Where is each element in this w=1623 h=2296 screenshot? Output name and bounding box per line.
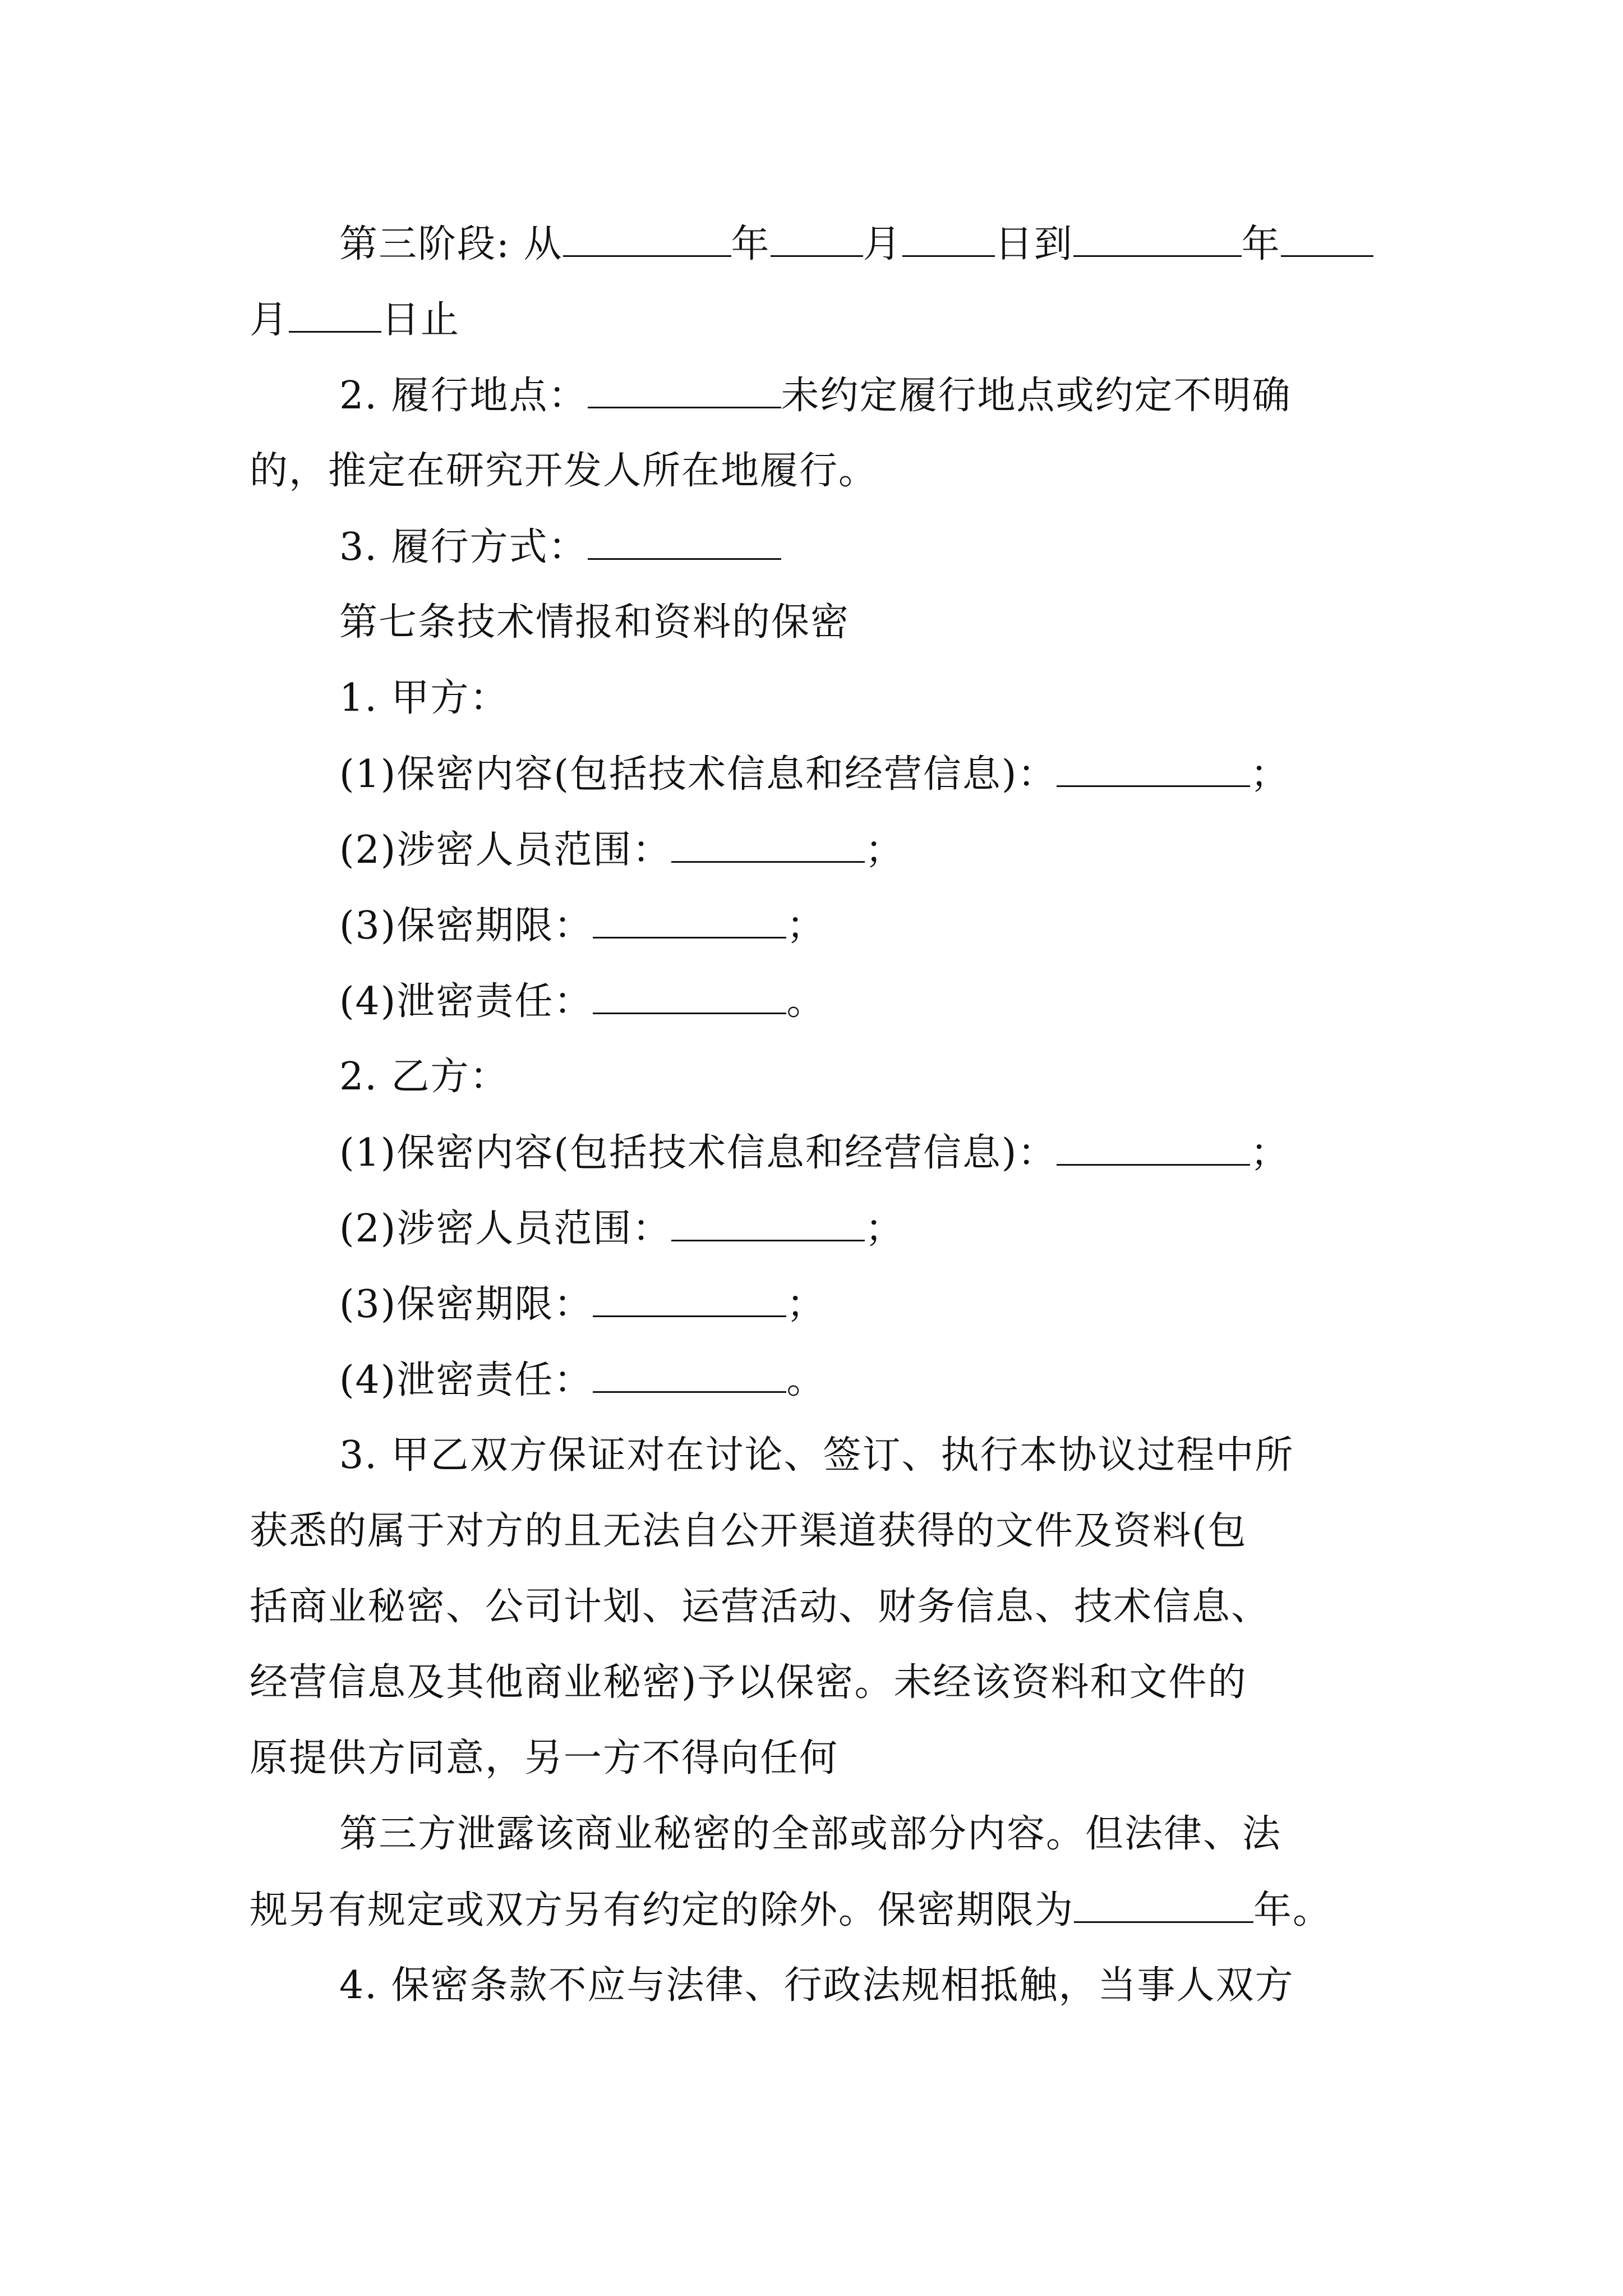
semicolon: ； xyxy=(786,904,826,948)
place-text: 未约定履行地点或约定不明确 xyxy=(781,374,1292,418)
party-a-label: 1. 甲方： xyxy=(339,676,509,720)
blank-field[interactable] xyxy=(588,373,781,408)
a4-label: (4)泄密责任： xyxy=(339,979,593,1024)
b1-label: (1)保密内容(包括技术信息和经营信息)： xyxy=(339,1131,1057,1175)
blank-field[interactable] xyxy=(1057,752,1250,787)
year-label: 年 xyxy=(1241,222,1281,266)
p3-line-5: 原提供方同意，另一方不得向任何 xyxy=(250,1736,839,1780)
b1-line xyxy=(250,1130,1467,1176)
blank-field[interactable] xyxy=(593,1282,786,1317)
semicolon: ； xyxy=(1250,752,1290,797)
semicolon: ； xyxy=(786,1282,826,1327)
p4-line: 4. 保密条款不应与法律、行政法规相抵触，当事人双方 xyxy=(339,1963,1294,2008)
period: 。 xyxy=(786,1358,826,1402)
blank-field[interactable] xyxy=(593,1358,786,1393)
method-label: 3. 履行方式： xyxy=(339,525,588,569)
a4-line xyxy=(250,979,1467,1024)
party-b-label: 2. 乙方： xyxy=(339,1055,509,1099)
blank-field[interactable] xyxy=(1281,222,1373,257)
p3-line-2: 获悉的属于对方的且无法自公开渠道获得的文件及资料(包 xyxy=(250,1509,1247,1553)
month-label: 月 xyxy=(250,298,289,342)
semicolon: ； xyxy=(865,1207,905,1251)
b2-label: (2)涉密人员范围： xyxy=(339,1207,672,1251)
semicolon: ； xyxy=(1250,1131,1290,1175)
blank-field[interactable] xyxy=(563,222,731,257)
a3-label: (3)保密期限： xyxy=(339,904,593,948)
blank-field[interactable] xyxy=(593,903,786,938)
blank-field[interactable] xyxy=(1073,222,1242,257)
a2-label: (2)涉密人员范围： xyxy=(339,828,672,872)
a1-line xyxy=(250,752,1467,797)
stage3-line xyxy=(250,222,1467,267)
b4-line xyxy=(250,1358,1467,1403)
third-party-line: 第三方泄露该商业秘密的全部或部分内容。但法律、法 xyxy=(339,1812,1282,1856)
blank-field[interactable] xyxy=(1057,1130,1250,1166)
year-label: 年。 xyxy=(1253,1888,1332,1932)
confidential-period-text: 规另有规定或双方另有约定的除外。保密期限为 xyxy=(250,1888,1075,1932)
b2-line xyxy=(250,1206,1467,1251)
place-line-cont: 的，推定在研究开发人所在地履行。 xyxy=(250,449,878,493)
place-label: 2. 履行地点： xyxy=(339,374,588,418)
blank-field[interactable] xyxy=(671,827,865,863)
blank-field[interactable] xyxy=(671,1206,865,1241)
blank-field[interactable] xyxy=(289,297,381,333)
method-line xyxy=(250,524,1467,570)
year-label: 年 xyxy=(731,222,771,266)
b4-label: (4)泄密责任： xyxy=(339,1358,593,1402)
place-line xyxy=(250,373,1467,418)
blank-field[interactable] xyxy=(1074,1888,1253,1923)
blank-field[interactable] xyxy=(771,222,863,257)
semicolon: ； xyxy=(865,828,905,872)
month-label: 月 xyxy=(863,222,902,266)
p3-line-1: 3. 甲乙双方保证对在讨论、签订、执行本协议过程中所 xyxy=(339,1433,1294,1478)
period: 。 xyxy=(786,979,826,1024)
stage3-line-cont xyxy=(250,297,1377,343)
blank-field[interactable] xyxy=(588,524,781,560)
blank-field[interactable] xyxy=(902,222,995,257)
p3-line-4: 经营信息及其他商业秘密)予以保密。未经该资料和文件的 xyxy=(250,1660,1247,1705)
day-end-label: 日止 xyxy=(381,298,460,342)
third-party-line-cont xyxy=(250,1888,1377,1933)
a3-line xyxy=(250,903,1467,949)
day-to-label: 日到 xyxy=(994,222,1073,266)
a2-line xyxy=(250,827,1467,873)
stage3-prefix: 第三阶段: 从 xyxy=(339,222,563,266)
b3-line xyxy=(250,1282,1467,1327)
article7-heading: 第七条技术情报和资料的保密 xyxy=(339,600,850,645)
a1-label: (1)保密内容(包括技术信息和经营信息)： xyxy=(339,752,1057,797)
blank-field[interactable] xyxy=(593,979,786,1014)
p3-line-3: 括商业秘密、公司计划、运营活动、财务信息、技术信息、 xyxy=(250,1585,1271,1629)
b3-label: (3)保密期限： xyxy=(339,1282,593,1327)
